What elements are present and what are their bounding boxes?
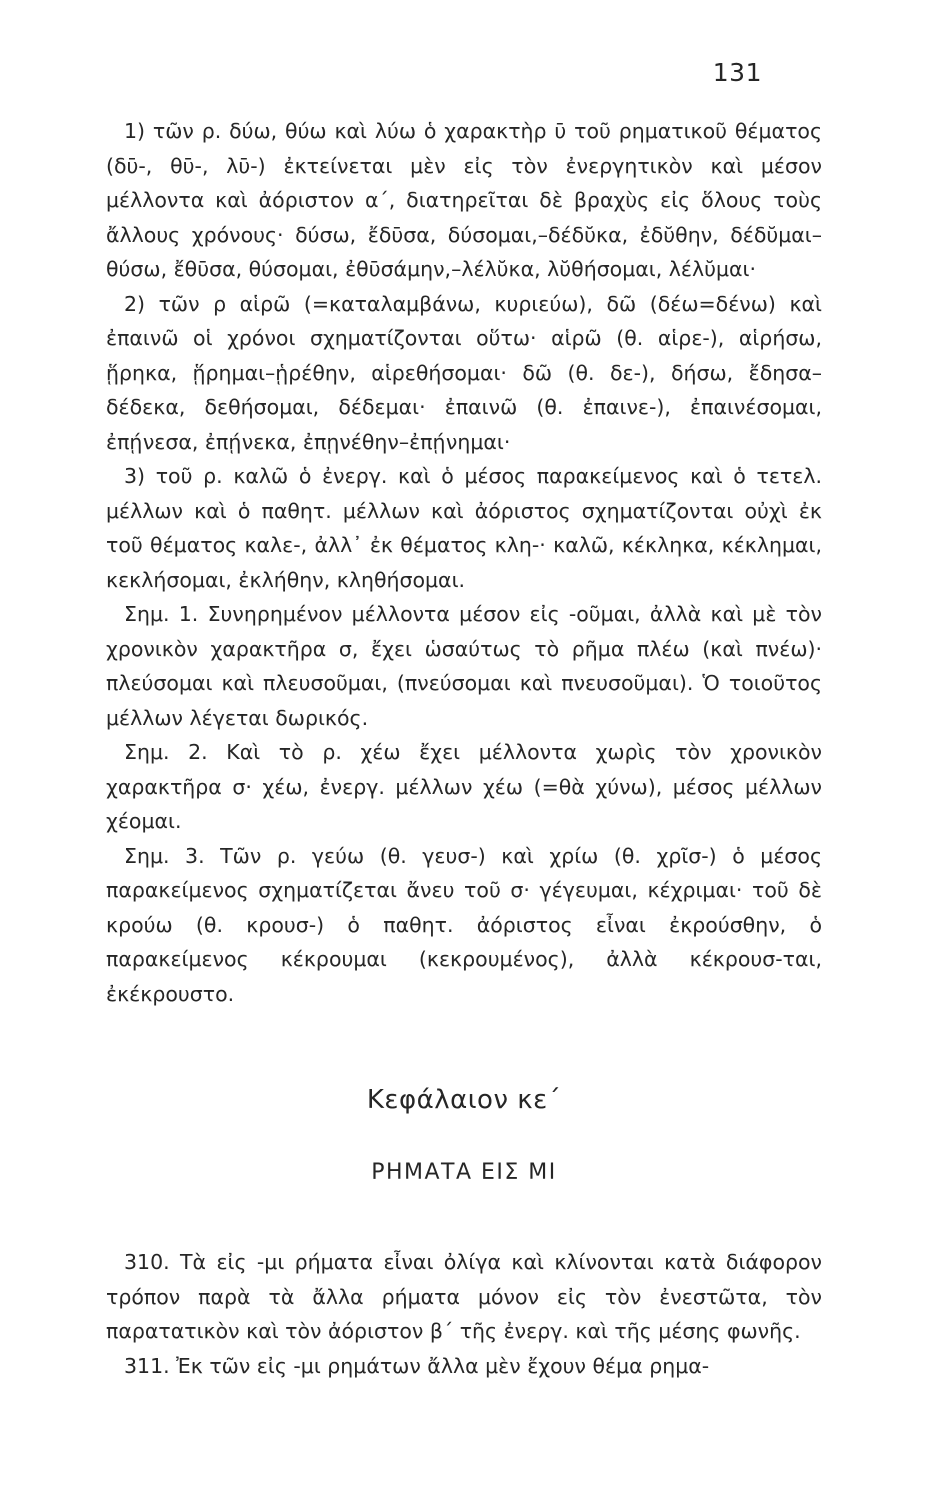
note-3: Σημ. 3. Τῶν ρ. γεύω (θ. γευσ-) καὶ χρίω (θ. χρῖσ-) ὁ μέσος παρακείμενος σχηματίζεται ἄνευ τοῦ σ· γέγευμαι, κέχριμαι· τοῦ δὲ κρούω (θ. κρουσ-) ὁ παθητ. ἀόριστος εἶναι ἐκρούσθην, ὁ παρακείμενος κέκρουμαι (κεκρουμένος), ἀλλὰ κέκρουσ-ται, ἐκέκρουστο. [106, 843, 822, 1006]
note-1: Σημ. 1. Συνηρημένον μέλλοντα μέσον εἰς -οῦμαι, ἀλλὰ καὶ μὲ τὸν χρονικὸν χαρακτῆρα σ, ἔχει ὡσαύτως τὸ ρῆμα πλέω (καὶ πνέω)· πλεύσομαι καὶ πλευσοῦμαι, (πνεύσομαι καὶ πνευσοῦμαι). Ὁ τοιοῦτος μέλλων λέγεται δωρικός. [106, 602, 822, 730]
paragraph-1: 1) τῶν ρ. δύω, θύω καὶ λύω ὁ χαρακτὴρ ῡ τοῦ ρηματικοῦ θέματος (δῡ-, θῡ-, λῡ-) ἐκτείνεται μὲν εἰς τὸν ἐνεργητικὸν καὶ μέσον μέλλοντα καὶ ἀόριστον α΄, διατηρεῖται δὲ βραχὺς εἰς ὅλους τοὺς ἄλλους χρόνους· δύσω, ἔδῡσα, δύσομαι,–δέδῠκα, ἐδῠθην, δέδῠμαι–θύσω, ἔθῡσα, θύσομαι, ἐθῡσάμην,–λέλῠκα, λῠθήσομαι, λέλῠμαι· [106, 119, 822, 281]
note-2: Σημ. 2. Καὶ τὸ ρ. χέω ἔχει μέλλοντα χωρὶς τὸν χρονικὸν χαρακτῆρα σ· χέω, ἐνεργ. μέλλων χέω (=θὰ χύνω), μέσος μέλλων χέομαι. [106, 740, 822, 833]
paragraph-311: 311. Ἐκ τῶν εἰς -μι ρημάτων ἄλλα μὲν ἔχουν θέμα ρημα- [124, 1353, 710, 1378]
section-text [106, 1245, 822, 1383]
main-text [106, 114, 822, 1011]
paragraph-2: 2) τῶν ρ αἱρῶ (=καταλαμβάνω, κυριεύω), δῶ (δέω=δένω) καὶ ἐπαινῶ οἱ χρόνοι σχηματίζονται οὕτω· αἱρῶ (θ. αἱρε-), αἱρήσω, ᾕρηκα, ᾕρημαι–ᾑρέθην, αἱρεθήσομαι· δῶ (θ. δε-), δήσω, ἔδησα–δέδεκα, δεθήσομαι, δέδεμαι· ἐπαινῶ (θ. ἐπαινε-), ἐπαινέσομαι, ἐπῄνεσα, ἐπῄνεκα, ἐπῃνέθην–ἐπῄνημαι· [106, 291, 822, 454]
page-number: 131 [712, 58, 762, 87]
paragraph-310: 310. Τὰ εἰς -μι ρήματα εἶναι ὀλίγα καὶ κλίνονται κατὰ διάφορον τρόπον παρὰ τὰ ἄλλα ρήματα μόνον εἰς τὸν ἐνεστῶτα, τὸν παρατατικὸν καὶ τὸν ἀόριστον β΄ τῆς ἐνεργ. καὶ τῆς μέσης φωνῆς. [106, 1250, 822, 1343]
section-title: ΡΗΜΑΤΑ ΕΙΣ ΜΙ [371, 1160, 557, 1185]
chapter-title: Κεφάλαιον κε΄ [366, 1085, 562, 1115]
paragraph-3: 3) τοῦ ρ. καλῶ ὁ ἐνεργ. καὶ ὁ μέσος παρακείμενος καὶ ὁ τετελ. μέλλων καὶ ὁ παθητ. μέλλων καὶ ἀόριστος σχηματίζονται οὐχὶ ἐκ τοῦ θέματος καλε-, ἀλλ᾽ ἐκ θέματος κλη-· καλῶ, κέκληκα, κέκλημαι, κεκλήσομαι, ἐκλήθην, κληθήσομαι. [106, 464, 822, 592]
